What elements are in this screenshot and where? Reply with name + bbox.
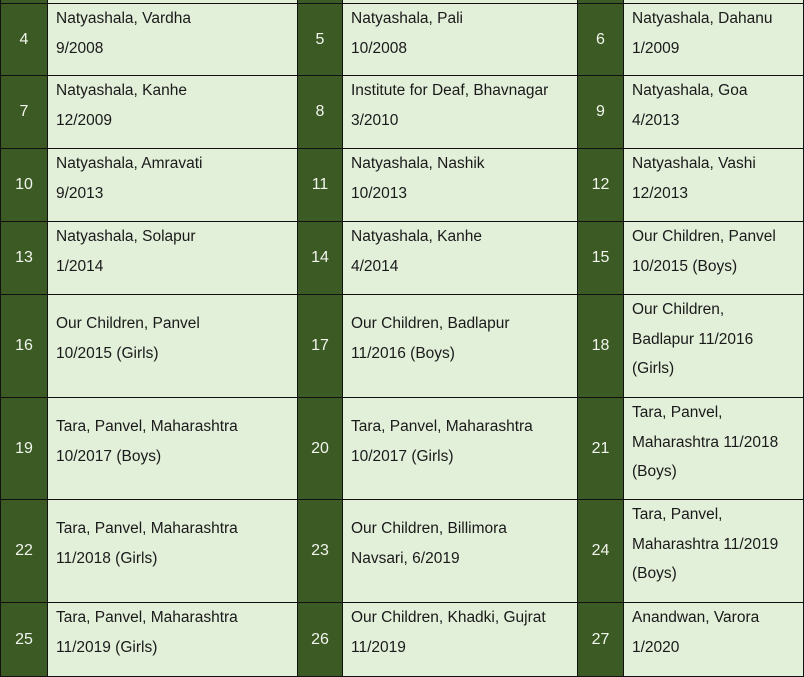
entry-date: 1/2014 (56, 257, 104, 275)
entry-name: Natyashala, Solapur (56, 228, 196, 245)
table-row (1, 500, 804, 603)
number-cell: 4 (1, 4, 48, 76)
table-row (1, 149, 804, 222)
entry-name: Natyashala, Dahanu (632, 10, 773, 27)
number-cell: 18 (578, 295, 624, 398)
entry-date: 1/2020 (632, 638, 680, 656)
number-cell: 11 (298, 149, 343, 222)
entry-cell (624, 222, 804, 295)
entry-cell (343, 295, 578, 398)
entry-cell (48, 603, 298, 677)
entry-name: Our Children, Badlapur (351, 315, 510, 332)
table-row (1, 76, 804, 149)
entry-name: Tara, Panvel, Maharashtra (56, 418, 238, 435)
entry-cell (343, 222, 578, 295)
entry-name: Institute for Deaf, Bhavnagar (351, 82, 549, 99)
entry-location-date: Maharashtra 11/2019 (632, 535, 779, 553)
entry-cell (48, 4, 298, 76)
entry-cell (48, 295, 298, 398)
entry-name: Natyashala, Pali (351, 10, 464, 27)
entry-cell (624, 295, 804, 398)
entry-date: 12/2009 (56, 111, 113, 129)
entry-name: Natyashala, Vardha (56, 10, 191, 27)
entry-date: 11/2019 (351, 638, 406, 656)
entry-cell (343, 76, 578, 149)
entry-name: Natyashala, Amravati (56, 155, 203, 172)
entry-cell (624, 398, 804, 500)
number-cell: 21 (578, 398, 624, 500)
table-row (1, 603, 804, 677)
entry-date: 11/2018 (Girls) (56, 549, 158, 567)
entry-date: 1/2009 (632, 39, 680, 57)
entry-date: 9/2008 (56, 39, 104, 57)
entry-name: Anandwan, Varora (632, 609, 760, 626)
entry-cell (624, 500, 804, 603)
number-cell: 6 (578, 4, 624, 76)
entry-date: 10/2013 (351, 184, 408, 202)
entry-name: Natyashala, Vashi (632, 155, 756, 172)
number-cell: 7 (1, 76, 48, 149)
number-cell: 25 (1, 603, 48, 677)
entry-name: Natyashala, Goa (632, 82, 748, 99)
entry-cell (624, 4, 804, 76)
entry-name: Our Children, Billimora (351, 520, 507, 537)
entry-name: Our Children, (632, 301, 725, 318)
entry-group: (Boys) (632, 565, 677, 582)
entry-cell (48, 500, 298, 603)
entry-date: 10/2015 (Boys) (632, 257, 738, 275)
entry-date: Navsari, 6/2019 (351, 549, 460, 567)
entry-name: Tara, Panvel, (632, 404, 723, 421)
entry-group: (Girls) (632, 360, 675, 377)
entry-date: 10/2017 (Girls) (351, 447, 454, 465)
number-cell: 22 (1, 500, 48, 603)
entry-name: Natyashala, Kanhe (56, 82, 187, 99)
entry-name: Tara, Panvel, Maharashtra (56, 520, 238, 537)
entry-cell (48, 398, 298, 500)
entry-cell (343, 4, 578, 76)
entry-cell (624, 603, 804, 677)
entry-location-date: Badlapur 11/2016 (632, 330, 754, 348)
entry-date: 3/2010 (351, 111, 399, 129)
entry-date: 10/2015 (Girls) (56, 344, 159, 362)
entry-cell (343, 500, 578, 603)
number-cell: 23 (298, 500, 343, 603)
number-cell: 10 (1, 149, 48, 222)
entry-name: Our Children, Khadki, Gujrat (351, 609, 546, 626)
number-cell: 20 (298, 398, 343, 500)
number-cell: 19 (1, 398, 48, 500)
entry-cell (624, 149, 804, 222)
number-cell: 16 (1, 295, 48, 398)
number-cell: 13 (1, 222, 48, 295)
number-cell: 8 (298, 76, 343, 149)
entry-name: Tara, Panvel, Maharashtra (56, 609, 238, 626)
table-row (1, 4, 804, 76)
number-cell: 27 (578, 603, 624, 677)
entry-date: 12/2013 (632, 184, 689, 202)
entry-date: 9/2013 (56, 184, 104, 202)
entry-name: Natyashala, Nashik (351, 155, 485, 172)
number-cell: 12 (578, 149, 624, 222)
number-cell: 24 (578, 500, 624, 603)
entry-cell (343, 603, 578, 677)
number-cell: 9 (578, 76, 624, 149)
entry-group: (Boys) (632, 463, 677, 480)
entry-location-date: Maharashtra 11/2018 (632, 433, 779, 451)
entry-cell (343, 398, 578, 500)
entry-date: 11/2019 (Girls) (56, 638, 158, 656)
table-row (1, 222, 804, 295)
number-cell: 17 (298, 295, 343, 398)
entry-name: Our Children, Panvel (56, 315, 200, 332)
entry-date: 11/2016 (Boys) (351, 344, 455, 362)
table-row (1, 398, 804, 500)
entry-date: 10/2008 (351, 39, 408, 57)
entry-cell (48, 76, 298, 149)
entry-name: Our Children, Panvel (632, 228, 776, 245)
number-cell: 15 (578, 222, 624, 295)
entry-date: 4/2013 (632, 111, 680, 129)
entry-date: 10/2017 (Boys) (56, 447, 162, 465)
entry-date: 4/2014 (351, 257, 399, 275)
number-cell: 14 (298, 222, 343, 295)
entry-cell (48, 222, 298, 295)
entry-cell (624, 76, 804, 149)
entry-name: Tara, Panvel, (632, 506, 723, 523)
entry-name: Natyashala, Kanhe (351, 228, 482, 245)
entry-cell (343, 149, 578, 222)
number-cell: 26 (298, 603, 343, 677)
table-row (1, 295, 804, 398)
entry-cell (48, 149, 298, 222)
number-cell: 5 (298, 4, 343, 76)
entry-name: Tara, Panvel, Maharashtra (351, 418, 533, 435)
